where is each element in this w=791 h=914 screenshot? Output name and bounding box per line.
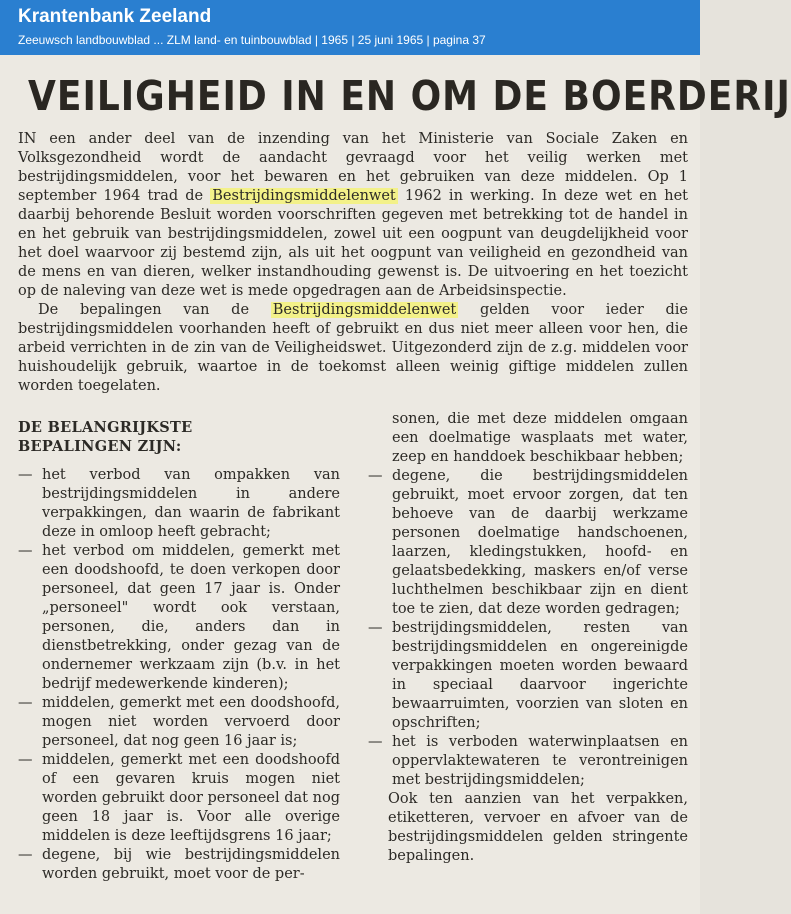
closing-paragraph: Ook ten aanzien van het verpakken, etiketteren, vervoer en afvoer van de bestrijdingsmiddelen gelden stringente bepalingen. xyxy=(388,791,688,864)
intro-paragraph-1 xyxy=(18,130,688,301)
intro2-text-b: gelden voor ieder die bestrijdingsmiddelen voorhanden heeft of gebruikt en dus niet meer alleen voor hen, die arbeid verrichten in de zin van de Veiligheidswet. Uitgezonderd zijn de z.g. middelen voor huishoudelijk gebruik, waartoe in de toekomst alleen weinig giftige middelen zullen worden toegelaten. xyxy=(18,302,688,394)
dash-marker: — xyxy=(18,543,33,559)
dash-marker: — xyxy=(18,847,33,863)
list-item-text: middelen, gemerkt met een doodshoofd, mogen niet worden vervoerd door personeel, dat nog geen 16 jaar is; xyxy=(42,695,340,749)
site-title[interactable]: Krantenbank Zeeland xyxy=(18,6,212,27)
dash-marker: — xyxy=(18,752,33,768)
breadcrumb: Zeeuwsch landbouwblad ... ZLM land- en tuinbouwblad | 1965 | 25 juni 1965 | pagina 37 xyxy=(18,33,486,47)
list-item xyxy=(18,694,340,751)
article-headline: VEILIGHEID IN EN OM DE BOERDERIJ xyxy=(28,73,791,121)
subheading-line-1: DE BELANGRIJKSTE xyxy=(18,419,193,436)
dash-marker: — xyxy=(368,620,383,636)
intro2-text-a: De bepalingen van de xyxy=(38,302,271,318)
list-item xyxy=(18,846,340,884)
search-highlight: Bestrijdingsmiddelenwet xyxy=(272,302,457,318)
right-column xyxy=(368,410,688,866)
dash-marker: — xyxy=(368,468,383,484)
list-item-text: het verbod om middelen, gemerkt met een doodshoofd, te doen verkopen door personeel, dat geen 17 jaar is. Onder „personeel" wordt ook verstaan, personen, die, anders dan in dienstbetrekking, onder gezag van de ondernemer werkzaam zijn (b.v. in het bedrijf medewerkende kinderen); xyxy=(42,543,340,692)
list-item xyxy=(18,466,340,542)
continued-text: sonen, die met deze middelen omgaan een doelmatige wasplaats met water, zeep en handdoek beschikbaar hebben; xyxy=(392,411,688,465)
intro1-text-a: IN een ander deel van de inzending van het Ministerie van Sociale Zaken en Volksgezondheid wordt de aandacht gevraagd voor het veilig werken met bestrijdingsmiddelen, voor het bewaren en het gebruiken van deze middelen. Op 1 september 1964 trad de xyxy=(18,131,688,204)
list-item-text: bestrijdingsmiddelen, resten van bestrijdingsmiddelen en ongereinigde verpakkingen moeten worden bewaard in speciaal daarvoor ingerichte bewaarruimten, voorzien van sloten en opschriften; xyxy=(392,620,688,731)
section-subheading xyxy=(18,418,340,456)
subheading-line-2: BEPALINGEN ZIJN: xyxy=(18,438,182,455)
dash-marker: — xyxy=(18,467,33,483)
list-item xyxy=(368,733,688,790)
list-item xyxy=(368,467,688,619)
left-column xyxy=(18,410,340,884)
article-intro xyxy=(18,130,688,396)
list-item-text: degene, bij wie bestrijdingsmiddelen worden gebruikt, moet voor de per- xyxy=(42,847,340,882)
dash-marker: — xyxy=(18,695,33,711)
intro1-text-b: 1962 in werking. In deze wet en het daarbij behorende Besluit worden voorschriften gegeven met betrekking tot de handel in en het gebruik van bestrijdingsmiddelen, zowel uit een oogpunt van deugdelijkheid voor het doel waarvoor zij bestemd zijn, als uit het oogpunt van veiligheid en gezondheid van de mens en van dieren, welker instandhouding gewenst is. De uitvoering en het toezicht op de naleving van deze wet is mede opgedragen aan de Arbeidsinspectie. xyxy=(18,188,688,299)
list-item xyxy=(368,619,688,733)
list-item xyxy=(18,542,340,694)
list-item-text: middelen, gemerkt met een doodshoofd of een gevaren kruis mogen niet worden gebruikt door personeel dat nog geen 18 jaar is. Voor alle overige middelen is deze leeftijdsgrens 16 jaar; xyxy=(42,752,340,844)
list-item xyxy=(18,751,340,846)
site-header xyxy=(0,0,700,55)
dash-marker: — xyxy=(368,734,383,750)
newspaper-clipping xyxy=(0,55,791,914)
intro-paragraph-2 xyxy=(18,301,688,396)
list-item-text: het verbod van ompakken van bestrijdingsmiddelen in andere verpakkingen, dan waarin de fabrikant deze in omloop heeft gebracht; xyxy=(42,467,340,540)
list-item-text: het is verboden waterwinplaatsen en oppervlaktewateren te verontreinigen met bestrijdingsmiddelen; xyxy=(392,734,688,788)
search-highlight: Bestrijdingsmiddelenwet xyxy=(212,188,396,204)
list-item-text: degene, die bestrijdingsmiddelen gebruikt, moet ervoor zorgen, dat ten behoeve van de daarbij werkzame personen doelmatige handschoenen, laarzen, kledingstukken, hoofd- en gelaatsbedekking, maskers en/of verse luchthelmen beschikbaar zijn en dient toe te zien, dat deze worden gedragen; xyxy=(392,468,688,617)
